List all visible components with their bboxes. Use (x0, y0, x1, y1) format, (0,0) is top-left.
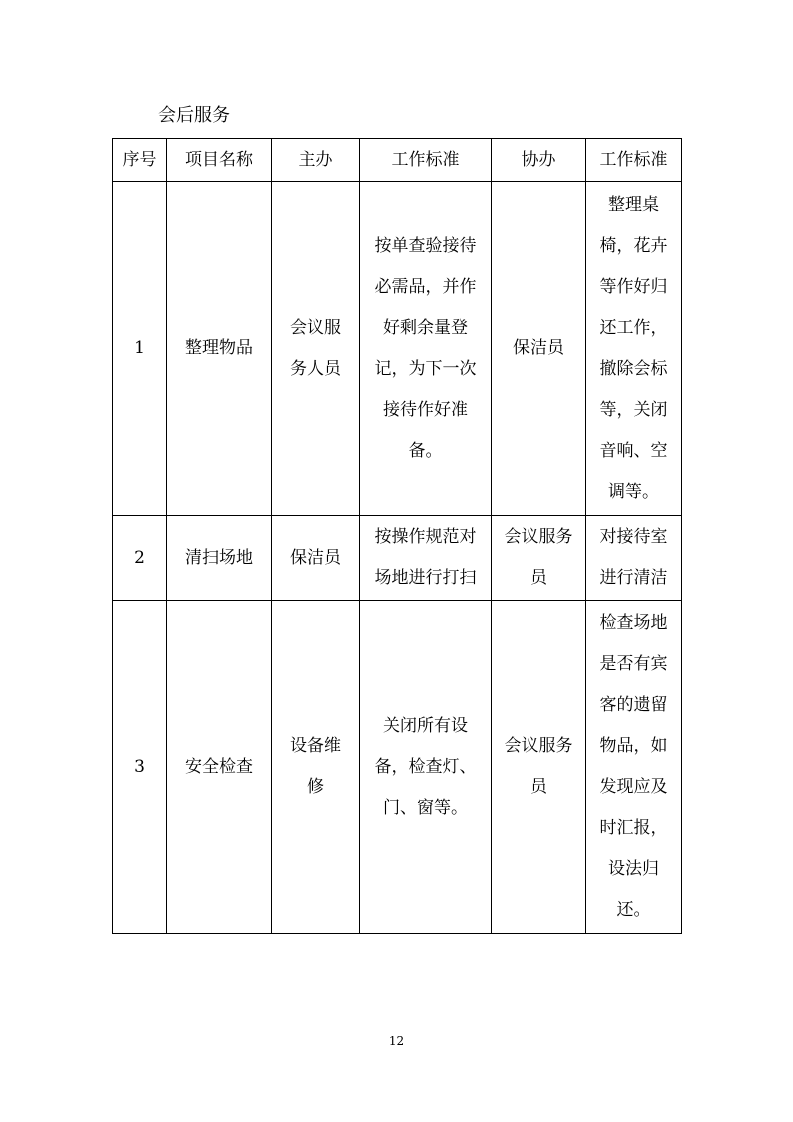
cell-host: 会议服 务人员 (272, 182, 360, 516)
header-no: 序号 (113, 139, 167, 182)
table-row (113, 601, 682, 934)
cell-host-standard: 按操作规范对 场地进行打扫 (360, 516, 492, 601)
header-assist-standard: 工作标准 (586, 139, 682, 182)
cell-item: 安全检查 (167, 601, 272, 934)
cell-assist: 会议服务 员 (492, 601, 586, 934)
header-host: 主办 (272, 139, 360, 182)
cell-assist: 会议服务 员 (492, 516, 586, 601)
header-item: 项目名称 (167, 139, 272, 182)
section-title: 会后服务 (158, 105, 230, 126)
cell-item: 清扫场地 (167, 516, 272, 601)
cell-host-standard: 按单查验接待 必需品，并作 好剩余量登 记，为下一次 接待作好准 备。 (360, 182, 492, 516)
cell-assist-standard: 对接待室 进行清洁 (586, 516, 682, 601)
cell-host: 设备维 修 (272, 601, 360, 934)
cell-assist-standard: 检查场地 是否有宾 客的遗留 物品，如 发现应及 时汇报， 设法归 还。 (586, 601, 682, 934)
cell-no: 1 (113, 182, 167, 516)
cell-host: 保洁员 (272, 516, 360, 601)
cell-no: 2 (113, 516, 167, 601)
table-row (113, 516, 682, 601)
table-row (113, 182, 682, 516)
cell-assist-standard: 整理桌 椅，花卉 等作好归 还工作， 撤除会标 等，关闭 音响、空 调等。 (586, 182, 682, 516)
service-table (112, 138, 682, 934)
cell-no: 3 (113, 601, 167, 934)
cell-item: 整理物品 (167, 182, 272, 516)
cell-assist: 保洁员 (492, 182, 586, 516)
page-number: 12 (388, 1034, 405, 1048)
cell-host-standard: 关闭所有设 备，检查灯、 门、窗等。 (360, 601, 492, 934)
header-assist: 协办 (492, 139, 586, 182)
header-host-standard: 工作标准 (360, 139, 492, 182)
table-header-row (113, 139, 682, 182)
